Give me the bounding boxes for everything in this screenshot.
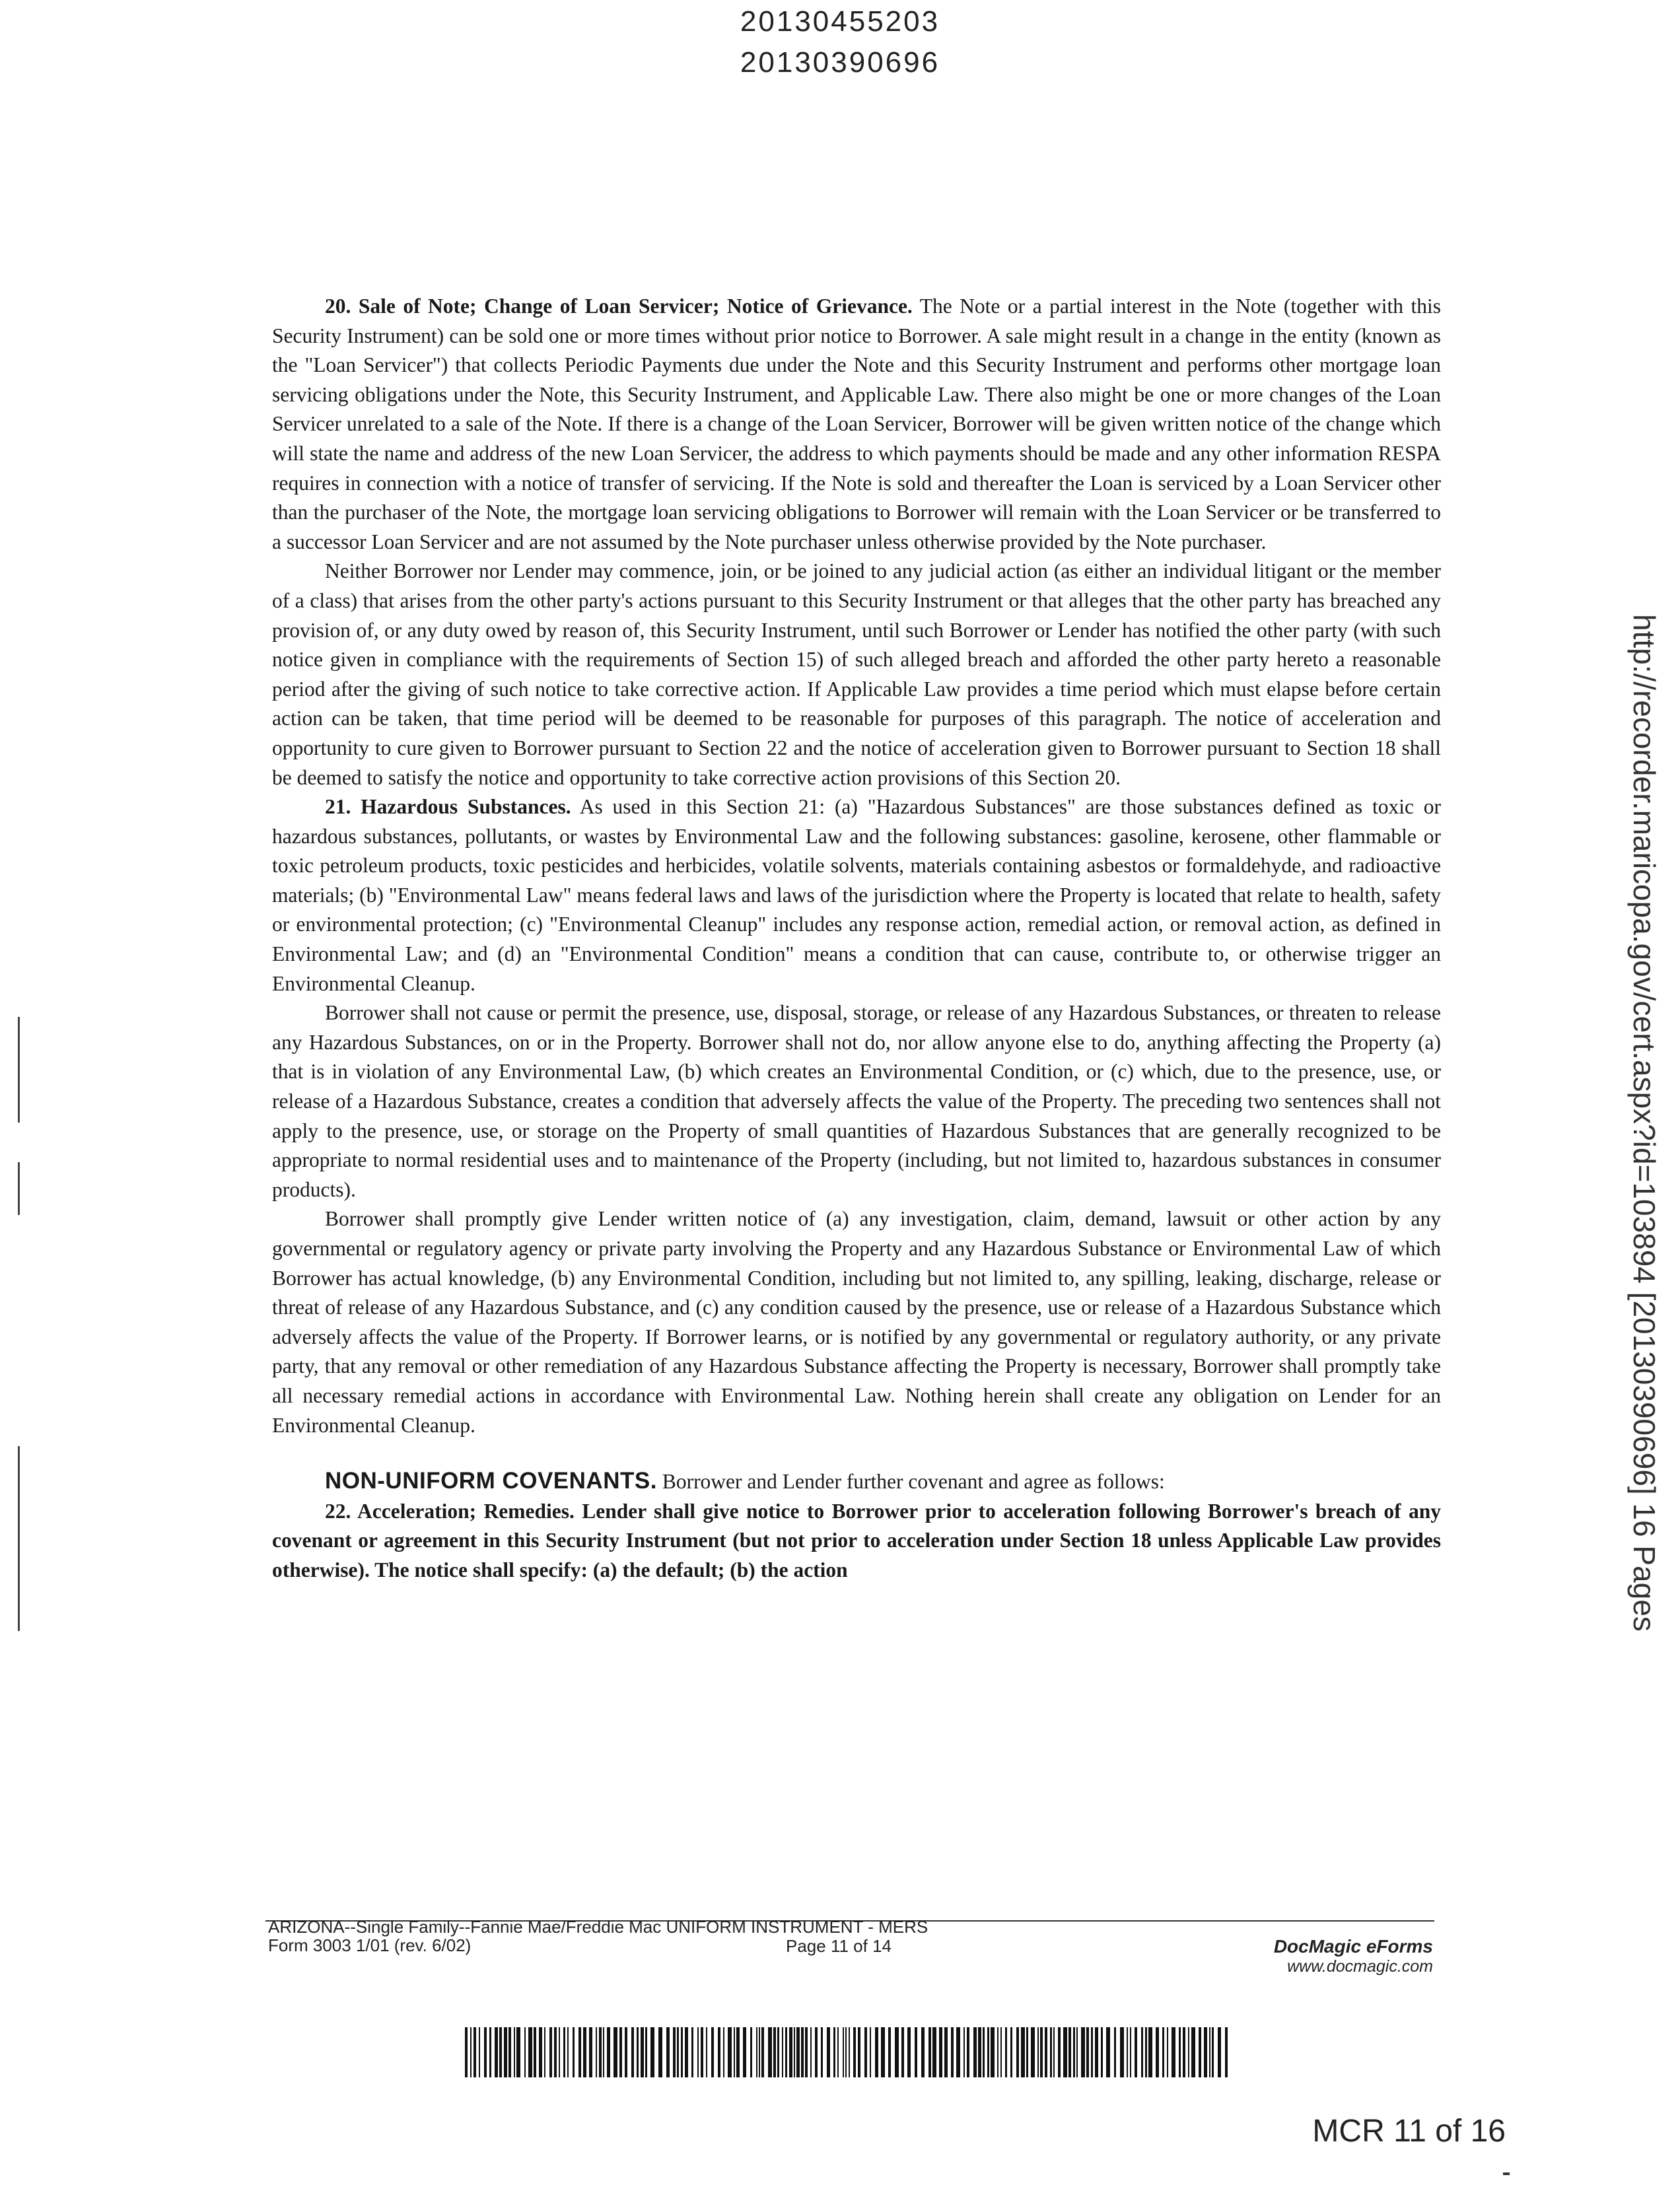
- barcode-bar: [1199, 2027, 1201, 2077]
- barcode-bar: [607, 2027, 610, 2077]
- barcode-bar: [951, 2027, 954, 2077]
- barcode-bar: [1183, 2027, 1185, 2077]
- barcode-bar: [1114, 2027, 1116, 2077]
- barcode-image: [465, 2027, 1232, 2077]
- barcode-bar: [756, 2027, 757, 2077]
- barcode-bar: [845, 2027, 847, 2077]
- barcode-bar: [603, 2027, 604, 2077]
- barcode-bar: [723, 2027, 724, 2077]
- barcode-bar: [1010, 2027, 1012, 2077]
- barcode-bar: [1162, 2027, 1164, 2077]
- barcode-bar: [1063, 2027, 1067, 2077]
- barcode-bar: [559, 2027, 560, 2077]
- barcode-bar: [706, 2027, 707, 2077]
- barcode-bar: [495, 2027, 498, 2077]
- barcode-bar: [928, 2027, 931, 2077]
- section-21-heading: 21. Hazardous Substances.: [325, 795, 571, 819]
- barcode-bar: [881, 2027, 885, 2077]
- section-22-text: Lender shall give notice to Borrower prior to acceleration following Borrower's breach of any covenant or agreement in this Security Instrument (but not prior to acceleration under Section 18 unless Applicable Law provides otherwise). The notice shall specify: (a) the default; (b) the action: [272, 1499, 1442, 1581]
- barcode-bar: [956, 2027, 960, 2077]
- barcode-bar: [921, 2027, 925, 2077]
- barcode-bar: [583, 2027, 586, 2077]
- section-21-paragraph-2: Borrower shall not cause or permit the presence, use, disposal, storage, or release of any Hazardous Substances, or threaten to release any Hazardous Substances, on or in the Property. Borrower shall not do, nor allow anyone else to do, anything affecting the Property (a) that is in violation of any Environmental Law, (b) which creates an Environmental Condition, or (c) which, due to the presence, use, or release of a Hazardous Substance, creates a condition that adversely affects the value of the Property. The preceding two sentences shall not apply to the presence, use, or storage on the Property of small quantities of Hazardous Substances that are generally recognized to be appropriate to normal residential uses and to maintenance of the Property (including, but not limited to, hazardous substances in consumer products).: [272, 1001, 1441, 1201]
- page-number: Page 11 of 14: [786, 1936, 892, 1956]
- barcode-bar: [805, 2027, 808, 2077]
- section-22-paragraph: [272, 1497, 1441, 1585]
- barcode-bar: [681, 2027, 683, 2077]
- barcode-bar: [967, 2027, 969, 2077]
- barcode-bar: [1212, 2027, 1214, 2077]
- barcode-bar: [997, 2027, 998, 2077]
- barcode-bar: [1106, 2027, 1110, 2077]
- barcode-bar: [728, 2027, 732, 2077]
- barcode-bar: [691, 2027, 693, 2077]
- barcode-bar: [1076, 2027, 1078, 2077]
- brand-name: DocMagic eForms: [1273, 1936, 1433, 1957]
- barcode-bar: [516, 2027, 520, 2077]
- barcode-bar: [1204, 2027, 1207, 2077]
- barcode-bar: [1191, 2027, 1195, 2077]
- barcode-bar: [1058, 2027, 1061, 2077]
- barcode-bar: [853, 2027, 856, 2077]
- margin-mark: [18, 1017, 20, 1123]
- barcode-bar: [645, 2027, 647, 2077]
- barcode-bar: [1068, 2027, 1071, 2077]
- barcode-bar: [796, 2027, 800, 2077]
- barcode-bar: [773, 2027, 776, 2077]
- non-uniform-covenants: [272, 1467, 1441, 1497]
- corner-mark: [1503, 2172, 1510, 2175]
- non-uniform-intro: Borrower and Lender further covenant and agree as follows:: [662, 1470, 1165, 1494]
- barcode-bar: [991, 2027, 995, 2077]
- barcode-bar: [833, 2027, 835, 2077]
- barcode-bar: [785, 2027, 787, 2077]
- barcode-bar: [864, 2027, 867, 2077]
- barcode-bar: [701, 2027, 703, 2077]
- barcode-bar: [619, 2027, 622, 2077]
- barcode-bar: [944, 2027, 948, 2077]
- barcode-bar: [589, 2027, 592, 2077]
- barcode-bar: [599, 2027, 602, 2077]
- barcode-bar: [658, 2027, 662, 2077]
- recording-number-2: 20130390696: [740, 46, 940, 79]
- recorder-certification-url: http://recorder.maricopa.gov/cert.aspx?id=103894 [20130390696] 16 Pages: [1627, 614, 1662, 1632]
- barcode-bar: [554, 2027, 557, 2077]
- margin-mark: [18, 1162, 20, 1215]
- barcode-bar: [514, 2027, 515, 2077]
- document-body: [272, 292, 1441, 1585]
- recording-number-1: 20130455203: [740, 5, 940, 38]
- barcode-bar: [650, 2027, 654, 2077]
- section-21-paragraph-3: Borrower shall promptly give Lender written notice of (a) any investigation, claim, demand, lawsuit or other action by any governmental or regulatory agency or private party involving the Property and any Hazardous Substance or Environmental Law of which Borrower has actual knowledge, (b) any Environmental Condition, including but not limited to, any spilling, leaking, discharge, release or threat of release of any Hazardous Substance, and (c) any condition caused by the presence, use or release of a Hazardous Substance which adversely affects the value of the Property. If Borrower learns, or is notified by any governmental or regulatory authority, or any private party, that any removal or other remediation of any Hazardous Substance affecting the Property is necessary, Borrower shall promptly take all necessary remedial actions in accordance with Environmental Law. Nothing herein shall create any obligation on Lender for an Environmental Cleanup.: [272, 1207, 1441, 1437]
- barcode-bar: [1101, 2027, 1103, 2077]
- barcode-bar: [484, 2027, 487, 2077]
- section-21-text: As used in this Section 21: (a) "Hazardous Substances" are those substances defined as toxic or hazardous substances, pollutants, or wastes by Environmental Law and the following substances: gasoline, kerosene, other flammable or toxic petroleum products, toxic pesticides and herbicides, volatile solvents, materials containing asbestos or formaldehyde, and radioactive materials; (b) "Environmental Law" means federal laws and laws of the jurisdiction where the Property is located that relate to health, safety or environmental protection; (c) "Environmental Cleanup" includes any response action, remedial action, or removal action, as defined in Environmental Law; and (d) an "Environmental Condition" means a condition that can cause, contribute to, or otherwise trigger an Environmental Cleanup.: [272, 795, 1441, 995]
- barcode-bar: [1188, 2027, 1189, 2077]
- barcode-bar: [631, 2027, 634, 2077]
- barcode-bar: [1031, 2027, 1035, 2077]
- barcode-bar: [801, 2027, 804, 2077]
- non-uniform-heading: NON-UNIFORM COVENANTS.: [325, 1468, 657, 1494]
- barcode-bar: [1141, 2027, 1143, 2077]
- barcode-bar: [1037, 2027, 1039, 2077]
- barcode-bar: [978, 2027, 981, 2077]
- barcode-bar: [1172, 2027, 1175, 2077]
- barcode-bar: [895, 2027, 899, 2077]
- barcode-bar: [685, 2027, 688, 2077]
- barcode-bar: [1135, 2027, 1137, 2077]
- barcode-bar: [794, 2027, 795, 2077]
- barcode-bar: [1053, 2027, 1055, 2077]
- barcode-bar: [827, 2027, 830, 2077]
- barcode-bar: [641, 2027, 644, 2077]
- barcode-bar: [473, 2027, 476, 2077]
- barcode-bar: [1045, 2027, 1047, 2077]
- barcode-bar: [1040, 2027, 1043, 2077]
- barcode-bar: [761, 2027, 764, 2077]
- barcode-bar: [1016, 2027, 1019, 2077]
- barcode-bar: [1209, 2027, 1210, 2077]
- barcode-bar: [504, 2027, 507, 2077]
- barcode-bar: [932, 2027, 936, 2077]
- barcode-bar: [596, 2027, 597, 2077]
- spacer: [272, 1440, 1441, 1467]
- barcode-bar: [759, 2027, 760, 2077]
- barcode-bar: [1120, 2027, 1124, 2077]
- barcode-bar: [573, 2027, 575, 2077]
- barcode-bar: [1091, 2027, 1093, 2077]
- barcode-bar: [697, 2027, 699, 2077]
- barcode-bar: [743, 2027, 746, 2077]
- recording-numbers: [0, 0, 1680, 83]
- barcode-bar: [858, 2027, 860, 2077]
- barcode-bar: [734, 2027, 735, 2077]
- barcode-bar: [907, 2027, 911, 2077]
- barcode-bar: [983, 2027, 985, 2077]
- barcode-bar: [718, 2027, 720, 2077]
- barcode-bar: [1026, 2027, 1028, 2077]
- barcode-bar: [939, 2027, 942, 2077]
- barcode-bar: [768, 2027, 772, 2077]
- barcode-bar: [782, 2027, 783, 2077]
- barcode-bar: [711, 2027, 714, 2077]
- barcode-bar: [528, 2027, 532, 2077]
- brand-url: www.docmagic.com: [1287, 1957, 1433, 1976]
- barcode-bar: [821, 2027, 823, 2077]
- barcode-bar: [963, 2027, 965, 2077]
- mcr-page-count: MCR 11 of 16: [1312, 2114, 1506, 2149]
- section-20-text: The Note or a partial interest in the Note (together with this Security Instrument) can be sold one or more times without prior notice to Borrower. A sale might result in a change in the entity (known as the "Loan Servicer") that collects Periodic Payments due under the Note and this Security Instrument and performs other mortgage loan servicing obligations under the Note, this Security Instrument, and Applicable Law. There also might be one or more changes of the Loan Servicer unrelated to a sale of the Note. If there is a change of the Loan Servicer, Borrower will be given written notice of the change which will state the name and address of the new Loan Servicer, the address to which payments should be made and any other information RESPA requires in connection with a notice of transfer of servicing. If the Note is sold and thereafter the Loan is serviced by a Loan Servicer other than the purchaser of the Note, the mortgage loan servicing obligations to Borrower will remain with the Loan Servicer or be transferred to a successor Loan Servicer and are not assumed by the Note purchaser unless otherwise provided by the Note purchaser.: [272, 295, 1441, 553]
- barcode-bar: [870, 2027, 871, 2077]
- barcode-bar: [1073, 2027, 1075, 2077]
- section-21-paragraph-1: [272, 792, 1441, 998]
- barcode-bar: [915, 2027, 917, 2077]
- barcode-bar: [837, 2027, 839, 2077]
- barcode-bar: [1086, 2027, 1089, 2077]
- barcode-bar: [1179, 2027, 1181, 2077]
- section-20-heading: 20. Sale of Note; Change of Loan Servicer; Notice of Grievance.: [325, 295, 913, 318]
- barcode-bar: [539, 2027, 542, 2077]
- barcode-bar: [1005, 2027, 1007, 2077]
- barcode-bar: [1167, 2027, 1168, 2077]
- barcode-bar: [810, 2027, 812, 2077]
- barcode-bar: [973, 2027, 977, 2077]
- barcode-bar: [1225, 2027, 1228, 2077]
- barcode-bar: [736, 2027, 740, 2077]
- barcode-bar: [750, 2027, 752, 2077]
- barcode-bar: [673, 2027, 676, 2077]
- barcode-bar: [613, 2027, 617, 2077]
- margin-mark: [18, 1446, 20, 1631]
- barcode-bar: [1130, 2027, 1131, 2077]
- section-20-paragraph-1: [272, 292, 1441, 557]
- barcode-bar: [1081, 2027, 1085, 2077]
- docmagic-logo: [1228, 1936, 1433, 1976]
- form-number: Form 3003 1/01 (rev. 6/02): [268, 1935, 472, 1955]
- barcode-bar: [549, 2027, 552, 2077]
- barcode-bar: [578, 2027, 581, 2077]
- barcode-bar: [465, 2027, 468, 2077]
- barcode-bar: [843, 2027, 844, 2077]
- barcode-bar: [1156, 2027, 1159, 2077]
- barcode-bar: [534, 2027, 536, 2077]
- barcode-bar: [499, 2027, 502, 2077]
- barcode-bar: [777, 2027, 779, 2077]
- barcode-bar: [677, 2027, 679, 2077]
- barcode-bar: [875, 2027, 878, 2077]
- barcode-bar: [479, 2027, 480, 2077]
- barcode-bar: [1127, 2027, 1128, 2077]
- barcode-bar: [789, 2027, 792, 2077]
- barcode-bar: [1021, 2027, 1025, 2077]
- barcode-bar: [987, 2027, 989, 2077]
- barcode-bar: [470, 2027, 472, 2077]
- barcode-bar: [524, 2027, 526, 2077]
- barcode-bar: [901, 2027, 904, 2077]
- form-title: ARIZONA--Single Family--Fannie Mae/Freddie Mac UNIFORM INSTRUMENT - MERS: [268, 1917, 928, 1937]
- barcode-bar: [1145, 2027, 1147, 2077]
- barcode-bar: [1000, 2027, 1002, 2077]
- section-22-heading: 22. Acceleration; Remedies.: [325, 1499, 575, 1523]
- form-identification: [268, 1918, 1193, 1955]
- barcode-bar: [563, 2027, 565, 2077]
- barcode-bar: [637, 2027, 639, 2077]
- barcode-bar: [849, 2027, 850, 2077]
- barcode-bar: [489, 2027, 491, 2077]
- barcode-bar: [625, 2027, 627, 2077]
- barcode-bar: [508, 2027, 511, 2077]
- barcode-bar: [815, 2027, 818, 2077]
- barcode-bar: [544, 2027, 545, 2077]
- section-20-paragraph-2: Neither Borrower nor Lender may commence, join, or be joined to any judicial action (as either an individual litigant or the member of a class) that arises from the other party's actions pursuant to this Security Instrument or that alleges that the other party has breached any provision of, or any duty owed by reason of, this Security Instrument, until such Borrower or Lender has notified the other party (with such notice given in compliance with the requirements of Section 15) of such alleged breach and afforded the other party hereto a reasonable period after the giving of such notice to take corrective action. If Applicable Law provides a time period which must elapse before certain action can be taken, that time period will be deemed to be reasonable for purposes of this paragraph. The notice of acceleration and opportunity to cure given to Borrower pursuant to Section 22 and the notice of acceleration given to Borrower pursuant to Section 18 shall be deemed to satisfy the notice and opportunity to take corrective action provisions of this Section 20.: [272, 559, 1441, 789]
- barcode-bar: [666, 2027, 670, 2077]
- barcode-bar: [1218, 2027, 1221, 2077]
- barcode-bar: [1148, 2027, 1152, 2077]
- barcode-bar: [1050, 2027, 1052, 2077]
- barcode-bar: [567, 2027, 569, 2077]
- barcode-bar: [1095, 2027, 1098, 2077]
- barcode-bar: [888, 2027, 891, 2077]
